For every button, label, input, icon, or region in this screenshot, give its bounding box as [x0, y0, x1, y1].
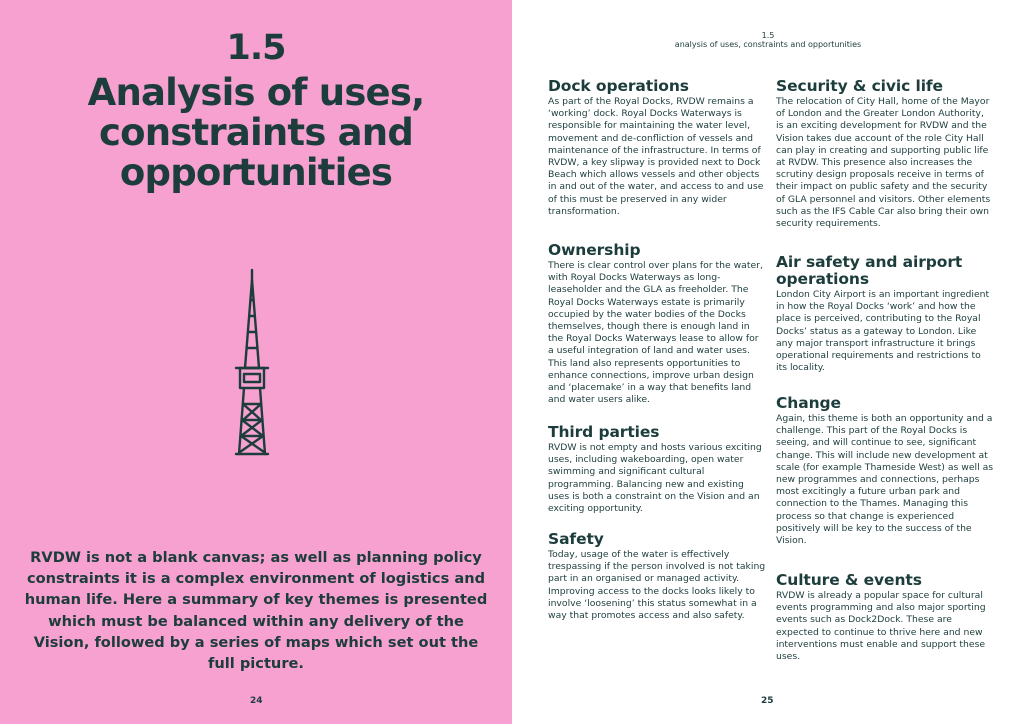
section-body: The relocation of City Hall, home of the Mayor of London and the Greater London Authority, is an exciting development for RVDW and the Vision takes due account of the role City Hall can play in creating and supporting public life at RVDW. This presence also increases the scrutiny design proposals receive in terms of their impact on public safety and the security of GLA personnel and visitors. Other elements such as the IFS Cable Car also bring their own security requirements. [776, 96, 991, 230]
section-heading: Security & civic life [776, 77, 943, 95]
page-number-right: 25 [761, 696, 774, 706]
section-heading: Safety [548, 530, 604, 548]
section-ownership [548, 242, 766, 406]
running-head-number: 1.5 [761, 31, 775, 40]
page-title: Analysis of uses, constraints and opportunities [87, 71, 425, 194]
right-page [512, 0, 1024, 724]
section-safety [548, 531, 766, 622]
section-body: Again, this theme is both an opportunity and a challenge. This part of the Royal Docks is seeing, and will continue to see, significant change. This will include new development at scale (for example Thameside West) as well as new programmes and connections, perhaps most excitingly a future urban park and connection to the Thames. Managing this process so that change is experienced positively will be key to the success of the Vision. [776, 413, 994, 547]
intro-paragraph: RVDW is not a blank canvas; as well as planning policy constraints it is a complex environment of logistics and human life. Here a summary of key themes is presented which must be balanced within any delivery of the Vision, followed by a series of maps which set out the full picture. [24, 549, 488, 673]
section-air-safety [776, 254, 994, 374]
page-number-left: 24 [250, 696, 263, 706]
running-head [512, 31, 1024, 49]
section-number: 1.5 [226, 28, 286, 68]
section-body: Today, usage of the water is effectively trespassing if the person involved is not taking part in an organised or managed activity. Improving access to the docks looks likely to involve ‘loosening’ this status somewhat in a way that promotes access and also safety. [548, 549, 766, 622]
crane-tower-icon [226, 268, 278, 456]
section-change [776, 395, 994, 547]
running-head-title: analysis of uses, constraints and opportunities [674, 40, 862, 49]
section-heading: Third parties [548, 423, 660, 441]
section-security-civic-life [776, 78, 994, 230]
section-heading: Ownership [548, 241, 641, 259]
section-heading: Air safety and airport operations [776, 253, 963, 288]
section-body: As part of the Royal Docks, RVDW remains a ‘working’ dock. Royal Docks Waterways is responsible for maintaining the water level, movement and de-confliction of vessels and maintenance of the infrastructure. In terms of RVDW, a key slipway is provided next to Dock Beach which allows vessels and other objects in and out of the water, and access to and use of this must be preserved in any wider transformation. [548, 96, 764, 217]
section-body: RVDW is already a popular space for cultural events programming and also major sporting events such as Dock2Dock. These are expected to continue to thrive here and new interventions must enable and support these uses. [776, 590, 986, 663]
section-dock-operations [548, 78, 766, 218]
section-heading: Change [776, 394, 841, 412]
section-body: London City Airport is an important ingredient in how the Royal Docks ‘work’ and how the place is perceived, contributing to the Royal Docks’ status as a gateway to London. Like any major transport infrastructure it brings operational requirements and restrictions to its locality. [776, 289, 990, 374]
section-body: There is clear control over plans for the water, with Royal Docks Waterways as long-leaseholder and the GLA as freeholder. The Royal Docks Waterways estate is primarily occupied by the water bodies of the Docks themselves, though there is enough land in the Royal Docks Waterways lease to allow for a useful integration of land and water uses. This land also represents opportunities to enhance connections, improve urban design and ‘placemake’ in a way that benefits land and water users alike. [548, 260, 763, 406]
section-body: RVDW is not empty and hosts various exciting uses, including wakeboarding, open water swimming and significant cultural programming. Balancing new and existing uses is both a constraint on the Vision and an exciting opportunity. [548, 442, 762, 515]
section-heading: Culture & events [776, 571, 922, 589]
section-heading: Dock operations [548, 77, 689, 95]
section-third-parties [548, 424, 766, 515]
section-culture-events [776, 572, 994, 663]
